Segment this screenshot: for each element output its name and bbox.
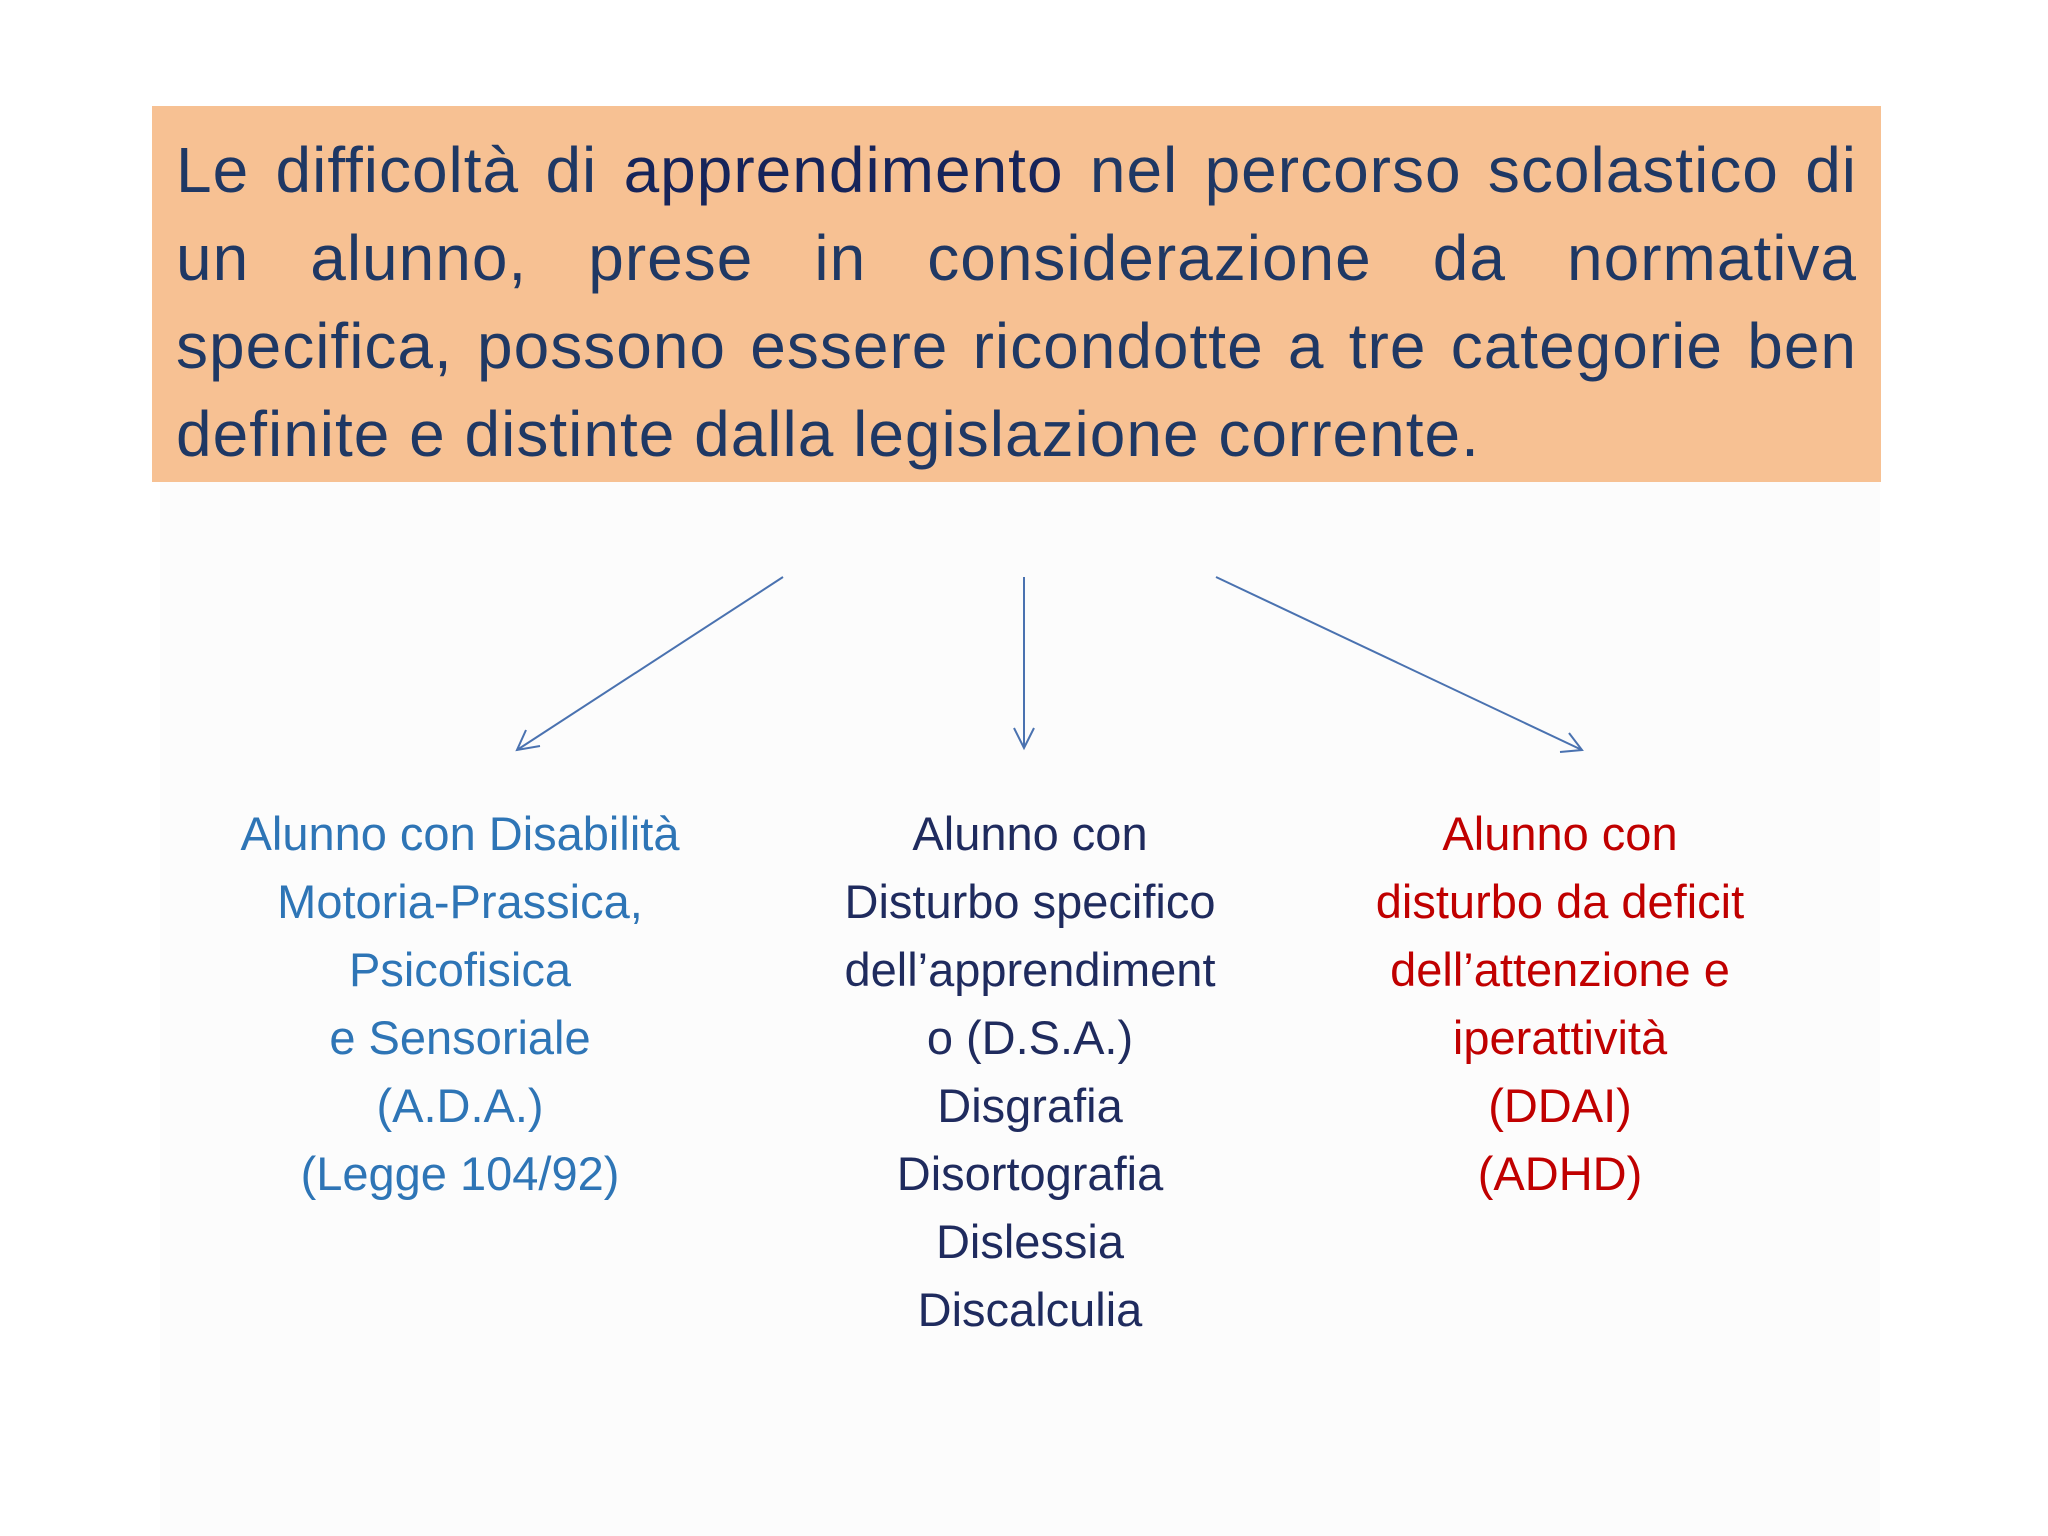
header-text-before: Le difficoltà di xyxy=(176,134,624,206)
header-highlight: apprendimento xyxy=(623,134,1064,206)
dsa-line: Disgrafia xyxy=(937,1079,1123,1132)
ddai-line: iperattività xyxy=(1452,1011,1668,1064)
ada-line: e Sensoriale xyxy=(329,1011,591,1064)
ada-line: (A.D.A.) xyxy=(376,1079,544,1132)
dsa-line: Disturbo specifico xyxy=(844,875,1216,928)
ddai-line: (DDAI) xyxy=(1488,1079,1632,1132)
ddai-line: Alunno con xyxy=(1442,807,1678,860)
header-text-after: nel percorso scolastico di un alunno, prese in considerazione da normativa specifica, possono essere ricondotte a tre categorie ben definite e distinte dalla legislazione corrente. xyxy=(176,134,1857,470)
category-dsa xyxy=(790,800,1270,1344)
dsa-line: o (D.S.A.) xyxy=(926,1011,1134,1064)
arrow-center xyxy=(1014,577,1034,748)
ada-line: Psicofisica xyxy=(348,943,571,996)
ada-line: (Legge 104/92) xyxy=(300,1147,620,1200)
ada-line: Motoria-Prassica, xyxy=(277,875,643,928)
dsa-line: Alunno con xyxy=(912,807,1148,860)
ada-line: Alunno con Disabilità xyxy=(240,807,680,860)
dsa-line: dell’apprendiment xyxy=(844,943,1216,996)
category-ada xyxy=(190,800,730,1208)
arrow-left xyxy=(517,577,783,750)
arrow-right xyxy=(1216,577,1582,752)
dsa-line: Discalculia xyxy=(917,1283,1143,1336)
category-ddai xyxy=(1320,800,1800,1208)
ddai-line: disturbo da deficit xyxy=(1375,875,1745,928)
ddai-line: (ADHD) xyxy=(1477,1147,1643,1200)
ddai-line: dell’attenzione e xyxy=(1390,943,1730,996)
dsa-line: Disortografia xyxy=(896,1147,1164,1200)
dsa-line: Dislessia xyxy=(935,1215,1125,1268)
